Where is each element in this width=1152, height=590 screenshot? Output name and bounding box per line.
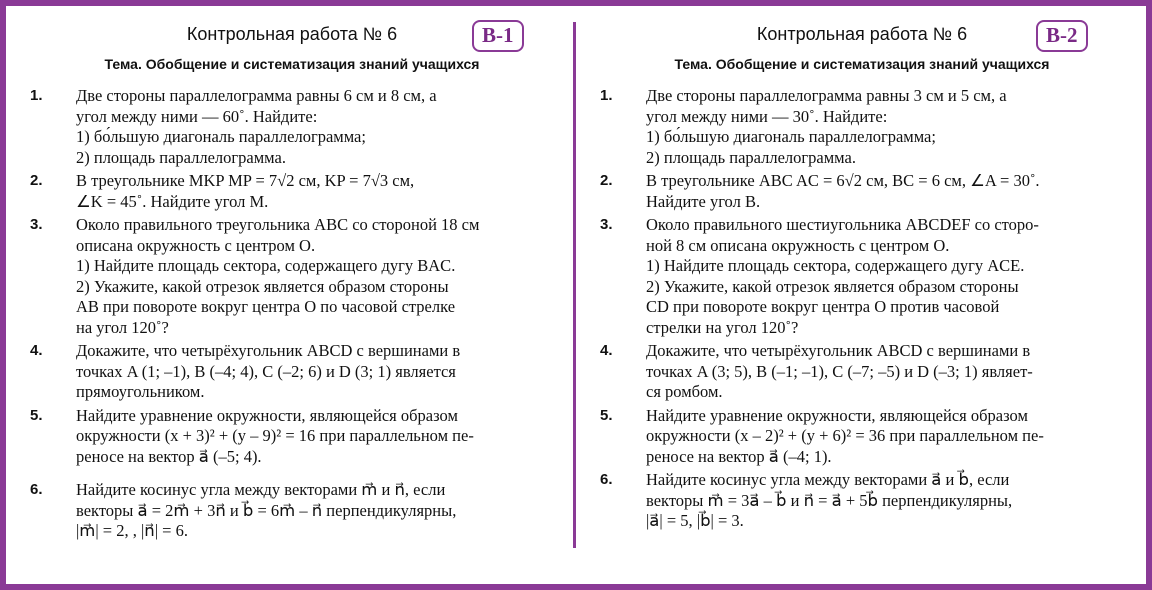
task-text-line: В треугольнике MKP MP = 7√2 см, KP = 7√3 см,: [76, 171, 415, 190]
v1-task-5: [28, 406, 556, 468]
variant-2-theme: Тема. Обобщение и систематизация знаний учащихся: [674, 56, 1050, 72]
task-text-line: точках A (1; –1), B (–4; 4), C (–2; 6) и D (3; 1) является: [76, 361, 456, 381]
task-number: 2.: [600, 172, 613, 189]
task-number: 3.: [30, 216, 43, 233]
task-number: 4.: [30, 342, 43, 359]
task-number: 4.: [600, 342, 613, 359]
task-text-line: В треугольнике ABC AC = 6√2 см, BC = 6 см, ∠A = 30˚.: [646, 171, 1040, 190]
task-text-line: Две стороны параллелограмма равны 3 см и 5 см, а: [646, 86, 1007, 105]
task-text-line: стрелки на угол 120˚?: [646, 317, 799, 337]
task-number: 6.: [600, 471, 613, 488]
task-text-line: Найдите косинус угла между векторами m⃗ и n⃗, если: [76, 480, 446, 499]
task-number: 3.: [600, 216, 613, 233]
task-text-line: Докажите, что четырёхугольник ABCD с вершинами в: [646, 341, 1031, 360]
task-text-line: 2) Укажите, какой отрезок является образом стороны: [646, 276, 1019, 296]
task-text-line: векторы a⃗ = 2m⃗ + 3n⃗ и b⃗ = 6m⃗ – n⃗ перпендикулярны,: [76, 500, 457, 520]
task-text-line: угол между ними — 30˚. Найдите:: [646, 106, 888, 126]
v2-task-2: [598, 171, 1126, 212]
variant-2-badge: В-2: [1036, 20, 1088, 52]
variant-2-column: [598, 14, 1126, 574]
task-text-line: Найдите уравнение окружности, являющейся образом: [646, 405, 1028, 425]
task-text-line: 2) Укажите, какой отрезок является образом стороны: [76, 276, 449, 296]
task-text-line: 1) бо́льшую диагональ параллелограмма;: [646, 127, 936, 146]
v1-task-4: [28, 341, 556, 403]
task-text-line: CD при повороте вокруг центра O против часовой: [646, 297, 1000, 316]
v2-task-1: [598, 86, 1126, 168]
variant-1-badge: В-1: [472, 20, 524, 52]
task-number: 5.: [600, 406, 613, 424]
task-text-line: Найдите уравнение окружности, являющейся образом: [76, 405, 458, 425]
task-text-line: ∠K = 45˚. Найдите угол M.: [76, 191, 269, 211]
task-number: 6.: [30, 481, 43, 498]
variant-1-column: [28, 14, 556, 574]
task-text-line: 1) Найдите площадь сектора, содержащего дугу ACE.: [646, 256, 1025, 275]
task-text-line: векторы m⃗ = 3a⃗ – b⃗ и n⃗ = a⃗ + 5b⃗ перпендикулярны,: [646, 490, 1013, 510]
task-text-line: реносе на вектор a⃗ (–5; 4).: [76, 446, 262, 466]
task-text-line: |m⃗| = 2, , |n⃗| = 6.: [76, 521, 188, 540]
v1-task-1: [28, 86, 556, 168]
variant-2-title: Контрольная работа № 6: [756, 24, 968, 44]
task-text-line: 2) площадь параллелограмма.: [646, 147, 856, 167]
task-text-line: AB при повороте вокруг центра O по часовой стрелке: [76, 297, 456, 316]
task-text-line: 1) Найдите площадь сектора, содержащего дугу BAC.: [76, 256, 456, 275]
task-text-line: на угол 120˚?: [76, 317, 169, 337]
task-text-line: прямоугольником.: [76, 382, 205, 401]
task-text-line: 1) бо́льшую диагональ параллелограмма;: [76, 127, 366, 146]
task-text-line: реносе на вектор a⃗ (–4; 1).: [646, 446, 832, 466]
task-text-line: точках A (3; 5), B (–1; –1), C (–7; –5) и D (–3; 1) являет-: [646, 361, 1033, 381]
task-number: 1.: [30, 87, 43, 104]
variant-1-title: Контрольная работа № 6: [186, 24, 398, 44]
v1-task-2: [28, 171, 556, 212]
v1-task-3: [28, 215, 556, 338]
v1-task-6: [28, 480, 556, 542]
task-text-line: Около правильного треугольника ABC со стороной 18 см: [76, 215, 480, 234]
task-text-line: ной 8 см описана окружность с центром O.: [646, 235, 950, 255]
task-text-line: описана окружность с центром O.: [76, 235, 316, 255]
task-text-line: Найдите косинус угла между векторами a⃗ и b⃗, если: [646, 470, 1010, 489]
task-text-line: Две стороны параллелограмма равны 6 см и 8 см, а: [76, 86, 437, 105]
task-text-line: ся ромбом.: [646, 382, 723, 401]
variant-1-theme: Тема. Обобщение и систематизация знаний учащихся: [104, 56, 480, 72]
task-number: 1.: [600, 87, 613, 104]
task-text-line: угол между ними — 60˚. Найдите:: [76, 106, 318, 126]
v2-task-6: [598, 470, 1126, 532]
v2-task-4: [598, 341, 1126, 403]
task-text-line: |a⃗| = 5, |b⃗| = 3.: [646, 511, 744, 530]
task-text-line: окружности (x + 3)² + (y – 9)² = 16 при параллельном пе-: [76, 426, 474, 445]
task-number: 2.: [30, 172, 43, 189]
v2-task-5: [598, 406, 1126, 468]
spacer: [28, 470, 556, 480]
task-text-line: Докажите, что четырёхугольник ABCD с вершинами в: [76, 341, 461, 360]
task-text-line: Найдите угол B.: [646, 191, 761, 211]
column-divider: [573, 22, 576, 548]
v2-task-3: [598, 215, 1126, 338]
task-number: 5.: [30, 406, 43, 424]
task-text-line: Около правильного шестиугольника ABCDEF со сторо-: [646, 215, 1039, 234]
task-text-line: окружности (x – 2)² + (y + 6)² = 36 при параллельном пе-: [646, 426, 1044, 445]
task-text-line: 2) площадь параллелограмма.: [76, 147, 286, 167]
